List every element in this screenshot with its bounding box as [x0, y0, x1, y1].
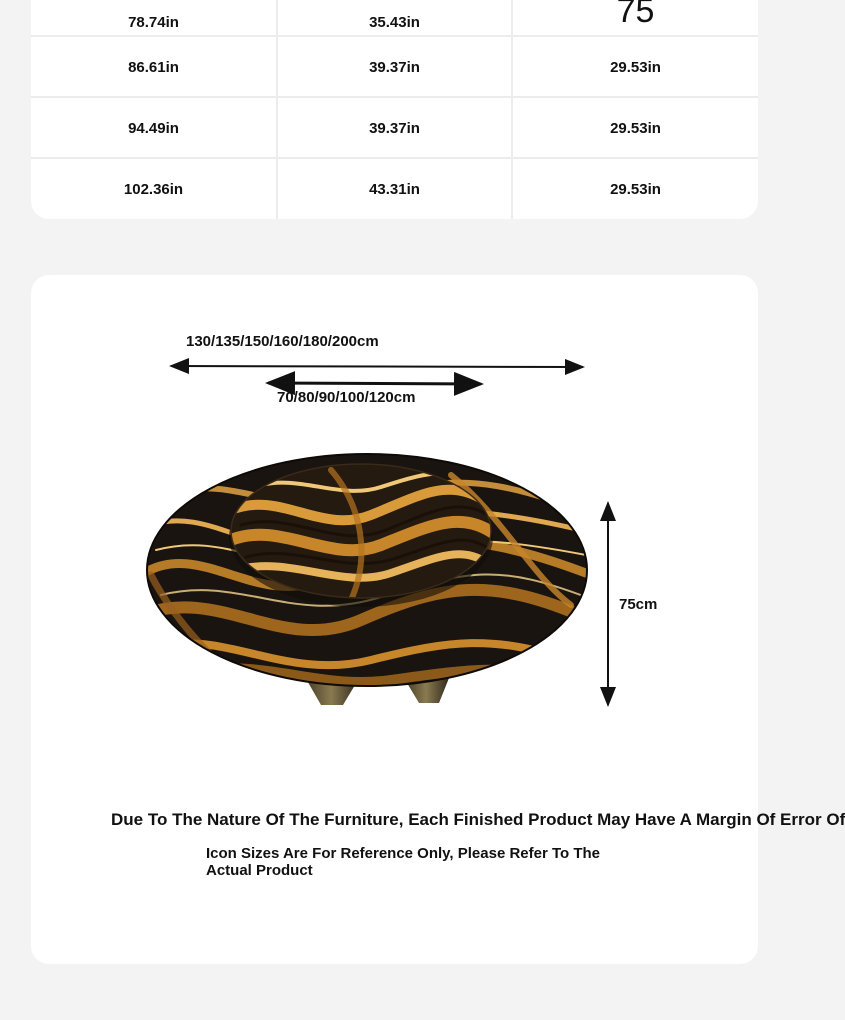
turntable-arrow	[268, 383, 481, 384]
table-row	[31, 159, 758, 219]
width-cell: 39.37in	[369, 119, 420, 137]
height-cell: 75	[616, 0, 655, 30]
height-label: 75cm	[619, 596, 658, 613]
lazy-susan	[229, 464, 496, 607]
height-cell: 29.53in	[610, 119, 661, 137]
width-cell: 39.37in	[369, 58, 420, 76]
length-arrow	[171, 366, 583, 367]
table-row	[31, 0, 758, 36]
length-cell: 102.36in	[123, 180, 184, 198]
height-cell: 29.53in	[610, 180, 661, 198]
table-row	[31, 98, 758, 158]
length-cell: 94.49in	[128, 119, 179, 137]
size-table	[31, 0, 758, 219]
length-options-label: 130/135/150/160/180/200cm	[186, 333, 379, 350]
length-cell: 78.74in	[128, 14, 179, 31]
height-cell: 29.53in	[610, 58, 661, 76]
width-cell: 43.31in	[369, 180, 420, 198]
width-cell: 35.43in	[369, 14, 420, 31]
icon-notice: Icon Sizes Are For Reference Only, Please Refer To The Actual Product	[206, 845, 601, 879]
turntable-options-label: 70/80/90/100/120cm	[277, 389, 416, 406]
table-row	[31, 37, 758, 97]
length-cell: 86.61in	[128, 58, 179, 76]
margin-notice: Due To The Nature Of The Furniture, Each Finished Product May Have A Margin Of Error Of	[111, 810, 845, 829]
dimension-diagram	[31, 275, 845, 964]
